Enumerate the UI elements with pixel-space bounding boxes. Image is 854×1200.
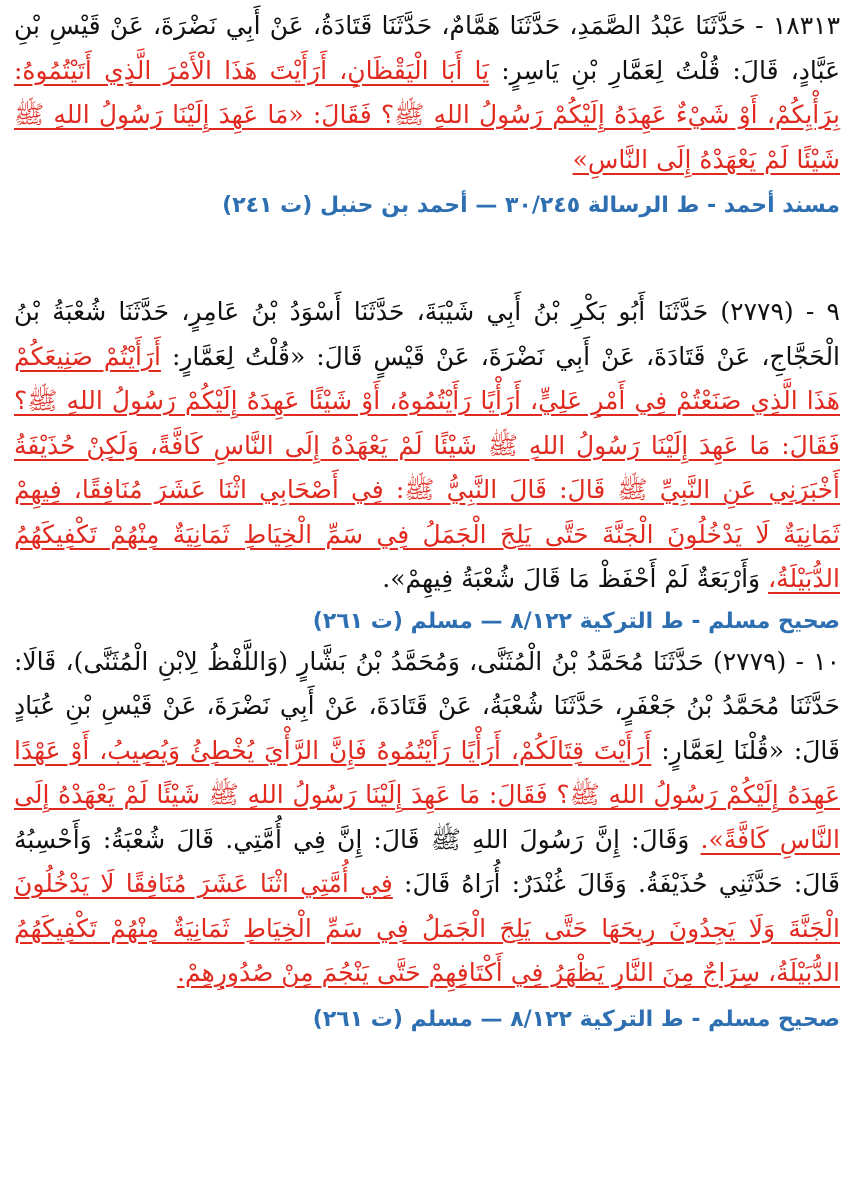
source-reference: مسند أحمد - ط الرسالة ٣٠/٢٤٥ — أحمد بن حنبل (ت ٢٤١) (222, 193, 840, 218)
section-divider (14, 224, 840, 290)
hadith-muslim-9 (14, 290, 840, 602)
hadith-text: ١٠ - (٢٧٧٩) حَدَّثَنَا مُحَمَّدُ بْنُ الْمُثَنَّى، وَمُحَمَّدُ بْنُ بَشَّارٍ (وَاللَّفْظُ لِابْنِ الْمُثَنَّى)، قَالَا: حَدَّثَنَا مُحَمَّدُ بْنُ جَعْفَرٍ، حَدَّثَنَا شُعْبَةُ، عَنْ قَتَادَةَ، عَنْ أَبِي نَضْرَةَ، عَنْ قَيْسِ بْنِ عُبَادٍ قَالَ: «قُلْنَا لِعَمَّارٍ: (14, 646, 840, 765)
hadith-text: ٩ - (٢٧٧٩) حَدَّثَنَا أَبُو بَكْرِ بْنُ أَبِي شَيْبَةَ، حَدَّثَنَا أَسْوَدُ بْنُ عَامِرٍ، حَدَّثَنَا شُعْبَةُ بْنُ الْحَجَّاجِ، عَنْ قَتَادَةَ، عَنْ أَبِي نَضْرَةَ، عَنْ قَيْسٍ قَالَ: «قُلْتُ لِعَمَّارٍ: (14, 297, 841, 371)
highlighted-text: فِي أُمَّتِي اثْنَا عَشَرَ مُنَافِقًا لَا يَدْخُلُونَ الْجَنَّةَ وَلَا يَجِدُونَ رِيحَهَا حَتَّى يَلِجَ الْجَمَلُ فِي سَمِّ الْخِيَاطِ ثَمَانِيَةٌ مِنْهُمْ تَكْفِيكَهُمُ الدُّبَيْلَةُ، سِرَاجٌ مِنَ النَّارِ يَظْهَرُ فِي أَكْتَافِهِمْ حَتَّى يَنْجُمَ مِنْ صُدُورِهِمْ. (14, 869, 840, 987)
highlighted-text: يَا أَبَا الْيَقْظَانِ، أَرَأَيْتَ هَذَا الْأَمْرَ الَّذِي أَتَيْتُمُوهُ: بِرَأْيِكُمْ، أَوْ شَيْءٌ عَهِدَهُ إِلَيْكُمْ رَسُولُ اللهِ ﷺ؟ فَقَالَ: «مَا عَهِدَ إِلَيْنَا رَسُولُ اللهِ ﷺ شَيْئًا لَمْ يَعْهَدْهُ إِلَى النَّاسِ» (14, 55, 840, 174)
source-reference: صحيح مسلم - ط التركية ٨/١٢٢ — مسلم (ت ٢٦١) (312, 1006, 840, 1032)
hadith-muslim-10 (14, 640, 840, 996)
hadith-text: وَقَالَ: إِنَّ رَسُولَ اللهِ ﷺ قَالَ: إِنَّ فِي أُمَّتِي. قَالَ شُعْبَةُ: وَأَحْسِبُهُ قَالَ: حَدَّثَنِي حُذَيْفَةُ. وَقَالَ غُنْدَرٌ: أُرَاهُ قَالَ: (14, 824, 840, 898)
source-reference: صحيح مسلم - ط التركية ٨/١٢٢ — مسلم (ت ٢٦١) (312, 608, 840, 634)
hadith-musnad-ahmad (14, 4, 840, 182)
highlighted-text: أَرَأَيْتُمْ صَنِيعَكُمْ هَذَا الَّذِي صَنَعْتُمْ فِي أَمْرِ عَلِيٍّ، أَرَأْيًا رَأَيْتُمُوهُ، أَوْ شَيْئًا عَهِدَهُ إِلَيْكُمْ رَسُولُ اللهِ ﷺ؟ فَقَالَ: مَا عَهِدَ إِلَيْنَا رَسُولُ اللهِ ﷺ شَيْئًا لَمْ يَعْهَدْهُ إِلَى النَّاسِ كَافَّةً، وَلَكِنْ حُذَيْفَةُ أَخْبَرَنِي عَنِ النَّبِيِّ ﷺ قَالَ: قَالَ النَّبِيُّ ﷺ: فِي أَصْحَابِي اثْنَا عَشَرَ مُنَافِقًا، فِيهِمْ ثَمَانِيَةٌ لَا يَدْخُلُونَ الْجَنَّةَ حَتَّى يَلِجَ الْجَمَلُ فِي سَمِّ الْخِيَاطِ ثَمَانِيَةٌ مِنْهُمْ تَكْفِيكَهُمُ الدُّبَيْلَةُ، (14, 341, 840, 593)
hadith-text: ١٨٣١٣ - حَدَّثَنَا عَبْدُ الصَّمَدِ، حَدَّثَنَا هَمَّامٌ، حَدَّثَنَا قَتَادَةُ، عَنْ أَبِي نَضْرَةَ، عَنْ قَيْسِ بْنِ عَبَّادٍ، قَالَ: قُلْتُ لِعَمَّارِ بْنِ يَاسِرٍ: (14, 11, 840, 85)
highlighted-text: أَرَأَيْتَ قِتَالَكُمْ، أَرَأْيًا رَأَيْتُمُوهُ فَإِنَّ الرَّأْيَ يُخْطِئُ وَيُصِيبُ، أَوْ عَهْدًا عَهِدَهُ إِلَيْكُمْ رَسُولُ اللهِ ﷺ؟ فَقَالَ: مَا عَهِدَ إِلَيْنَا رَسُولُ اللهِ ﷺ شَيْئًا لَمْ يَعْهَدْهُ إِلَى النَّاسِ كَافَّةً». (14, 735, 840, 854)
hadith-text: وَأَرْبَعَةٌ لَمْ أَحْفَظْ مَا قَالَ شُعْبَةُ فِيهِمْ». (382, 564, 761, 593)
